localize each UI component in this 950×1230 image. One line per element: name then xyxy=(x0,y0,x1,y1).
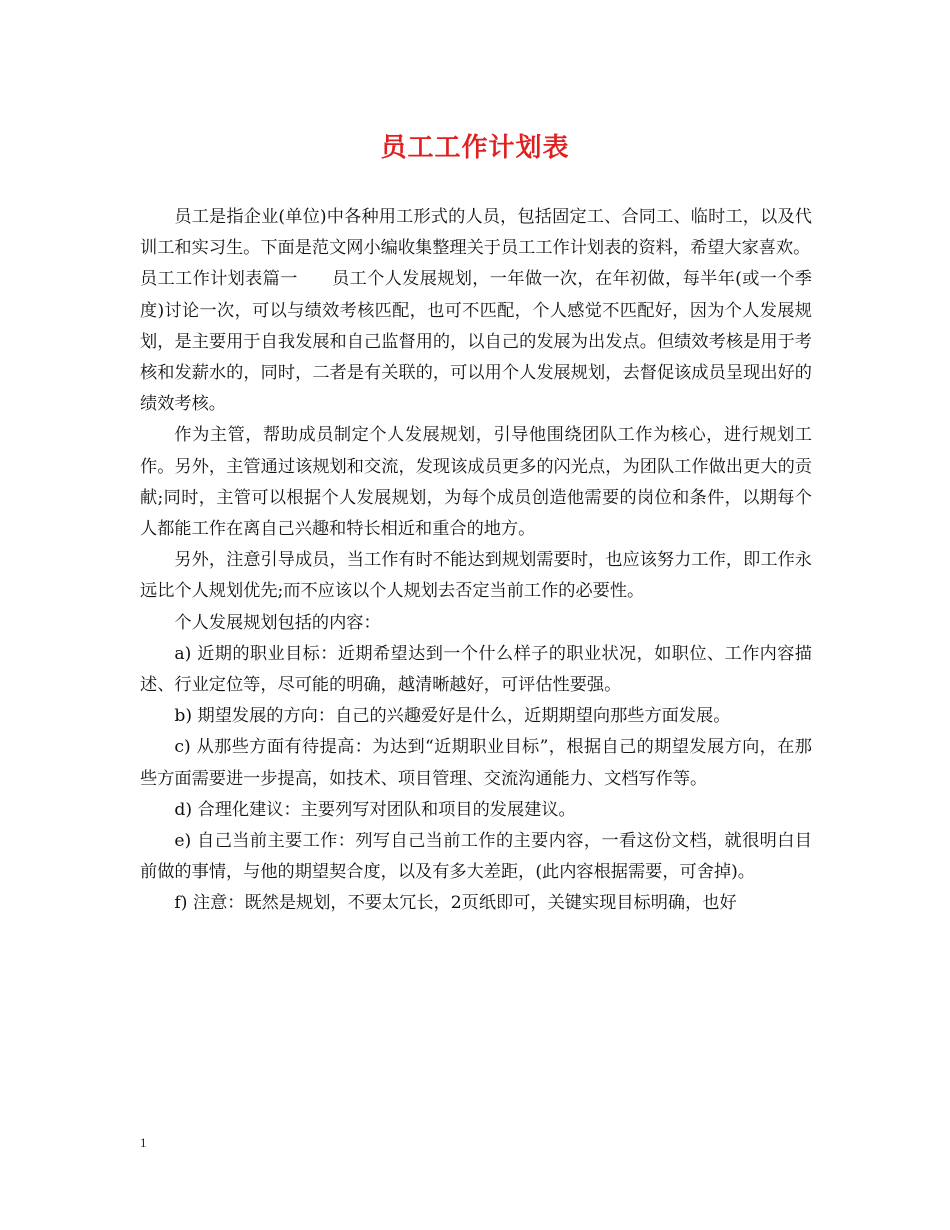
section-paragraph xyxy=(140,264,812,420)
page-number: 1 xyxy=(140,1135,147,1150)
list-item-d: d) 合理化建议：主要列写对团队和项目的发展建议。 xyxy=(174,799,576,820)
document-body xyxy=(140,202,812,920)
list-item-e: e) 自己当前主要工作：列写自己当前工作的主要内容，一看这份文档，就很明白目前做的事情，与他的期望契合度，以及有多大差距，(此内容根据需要，可舍掉)。 xyxy=(140,831,812,883)
list-item-c: c) 从那些方面有待提高：为达到“近期职业目标”，根据自己的期望发展方向，在那些方面需要进一步提高，如技术、项目管理、交流沟通能力、文档写作等。 xyxy=(140,737,812,789)
section-heading: 员工工作计划表篇一 xyxy=(140,269,298,290)
section-text: 员工个人发展规划，一年做一次，在年初做，每半年(或一个季度)讨论一次，可以与绩效考核匹配，也可不匹配，个人感觉不匹配好，因为个人发展规划，是主要用于自我发展和自己监督用的，以自己的发展为出发点。但绩效考核是用于考核和发薪水的，同时，二者是有关联的，可以用个人发展规划，去督促该成员呈现出好的绩效考核。 xyxy=(140,269,812,415)
list-item-f: f) 注意：既然是规划，不要太冗长，2页纸即可，关键实现目标明确，也好 xyxy=(174,893,737,914)
list-item-a: a) 近期的职业目标：近期希望达到一个什么样子的职业状况，如职位、工作内容描述、行业定位等，尽可能的明确，越清晰越好，可评估性要强。 xyxy=(140,643,812,696)
intro-paragraph: 员工是指企业(单位)中各种用工形式的人员，包括固定工、合同工、临时工，以及代训工和实习生。下面是范文网小编收集整理关于员工工作计划表的资料，希望大家喜欢。 xyxy=(140,207,812,259)
document-title: 员工工作计划表 xyxy=(380,133,570,163)
paragraph-contents-heading: 个人发展规划包括的内容： xyxy=(174,612,381,633)
list-item-b: b) 期望发展的方向：自己的兴趣爱好是什么，近期期望向那些方面发展。 xyxy=(174,706,731,727)
paragraph-supervisor: 作为主管，帮助成员制定个人发展规划，引导他围绕团队工作为核心，进行规划工作。另外，主管通过该规划和交流，发现该成员更多的闪光点，为团队工作做出更大的贡献;同时，主管可以根据个人发展规划，为每个成员创造他需要的岗位和条件，以期每个人都能工作在离自己兴趣和特长相近和重合的地方。 xyxy=(140,425,812,540)
paragraph-guidance: 另外，注意引导成员，当工作有时不能达到规划需要时，也应该努力工作，即工作永远比个人规划优先;而不应该以个人规划去否定当前工作的必要性。 xyxy=(140,550,812,602)
